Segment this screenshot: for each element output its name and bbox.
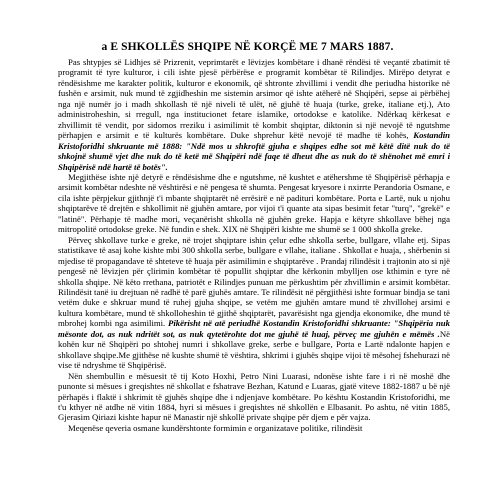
text-run: Pas shtypjes së Lidhjes së Prizrenit, veprimtarët e lëvizjes kombëtare i dhanë rëndësi të veçantë zbatimit të programit të tyre kulturor, i cili ishte pjesë përbërëse e programit kombëtar të Rilindjes. Mirëpo detyrat e rëndësishme me karakter politik, kulturor e ekonomik, që shtronte zhvillimi i vendit dhe periudha historike në fushën e arsimit, nuk mund të zgjidheshin me sistemin arsimor që ishte atëherë në Shqipëri, sepse ai përbëhej nga një numër jo i madh shkollash të një niveli të ulët, në gjuhë të huaja (turke, greke, italiane etj.), Ato administroheshin, si rregull, nga institucionet fetare islamike, ortodokse e katolike. Ndërkaq kërkesat e zhvillimit të vendit, por sidomos rreziku i asimilimit të kombit shqiptar, diktonin si një nevojë të ngutshme përhapjen e arsimit e të kulturës kombëtare. Duke shprehur këtë nevojë të madhe të kohës, <box>58 57 450 141</box>
paragraph <box>58 57 450 172</box>
emphasized-quote: Kostandin Kristoforidhi shkruante më 1888: "Ndë mos u shkroftë gjuha e shqipes edhe sot më këtë ditë nuk do të shkojnë shumë vjet dhe nuk do të ketë më Shqipëri ndë faqe të dheut dhe as nuk do të shënohet më emri i Shqipërisë ndë hartë të botës". <box>58 130 450 172</box>
text-run: Meqenëse qeveria osmane kundërshtonte formimin e organizatave politike, rilindësit <box>68 422 363 433</box>
paragraph <box>58 423 450 433</box>
paragraph <box>58 371 450 423</box>
text-run: Megjithëse ishte një detyrë e rëndësishme dhe e ngutshme, në kushtet e atëhershme të Shqipërisë përhapja e arsimit kombëtar ndeshte në vështirësi e në pengesa të shumta. Pengesat kryesore i nxirrte Perandoria Osmane, e cila ishte përpjekur gjithnjë t'i mbante shqiptarët në errësirë e në padituri kombëtare. Porta e Lartë, nuk u njohu shqiptarëve të drejtën e shkollimit në gjuhën amtare, por vijoi t'i quante ata sipas besimit fetar "turq", "grekë" e "latinë". Përhapje të madhe mori, veçanërisht shkolla në gjuhën greke. Hapja e këtyre shkollave bëhej nga mitropolitë ortodokse greke. Në fundin e shek. XIX në Shqipëri kishte me shumë se 1 000 shkolla greke. <box>58 171 450 235</box>
paragraph <box>58 235 450 371</box>
text-run: Nën shembullin e mësuesit të tij Koto Hoxhi, <box>68 370 241 381</box>
document-title: a E SHKOLLËS SHQIPE NË KORÇË ME 7 MARS 1887. <box>101 41 394 53</box>
text-run: Përveç shkollave turke e greke, në trojet shqiptare ishin çelur edhe shkolla serbe, bullgare, vllahe etj. Sipas statistikave të asaj kohe kishte mbi 300 shkolla serbe, bullgare e vllahe, italiane . Shkollat e huaja, , shërbenin si mjedise të propagandave të shteteve të huaja për asimilimin e shqiptarëve . Prandaj rilindësit i trajtonin ato si një pengesë në lëvizjen për çlirimin kombëtar të popullit shqiptar dhe kërkonin mbylljen ose kthimin e tyre në shkolla shqipe. Në këto rrethana, patriotët e Rilindjes punuan me përkushtim për zhvillimin e arsimit kombëtar. Rilindësit tanë iu drejtuan në radhë të parë gjuhës amtare. Te rilindësit në përgjithësi ishte formuar bindja se tani vetëm duke e shkruar mund të ruhej gjuha shqipe, se vetëm me gjuhën amtare mund të zhvillohej arsimi e kultura kombëtare, mund të shkolloheshin të gjithë shqiptarët, pavarësisht nga gjendja ekonomike, dhe mund të mbrohej kombi nga asimilimi. <box>58 234 450 329</box>
text-run: , ndonëse ishte fare i ri në moshë dhe punonte si mësues i greqishtes në shkollat e fshatrave Bezhan, Katund e Luaras, gjatë viteve 1882-1887 u bë një përhapës i flaktë i shkrimit të gjuhës shqipe dhe i ndjenjave kombëtare. Po kështu Kostandin Kristoforidhi, me t'u kthyer në atdhe në vitin 1884, hyri si mësues i greqishtes në shkollën e Elbasanit. Po ashtu, në vitin 1885, Gjerasim Qiriazi kishte hapur në Manastir një shkollë private shqipe për djem e për vajza. <box>58 370 450 423</box>
paragraph <box>58 172 450 235</box>
emphasized-quote: Pikërisht në atë periudhë Kostandin Kristoforidhi shkruante: "Shqipëria nuk mësonte dot, as nuk ndritët sot, as nuk qytetërohte dot me gjuhë të huaj, përveç me gjuhën e mëmës . <box>58 318 450 339</box>
text-run: Në kohën kur në Shqipëri po shtohej numri i shkollave greke, serbe e bullgare, Porta e Lartë ndalonte hapjen e shkollave shqipe.Me gjithëse në kushte shumë të vështira, shkrimi i gjuhës shqipe vijoi të mësohej fshehurazi në vise të ndryshme të Shqipërisë. <box>58 328 450 371</box>
document-body <box>58 57 450 433</box>
bold-name: Petro Nini Luarasi <box>240 370 308 381</box>
